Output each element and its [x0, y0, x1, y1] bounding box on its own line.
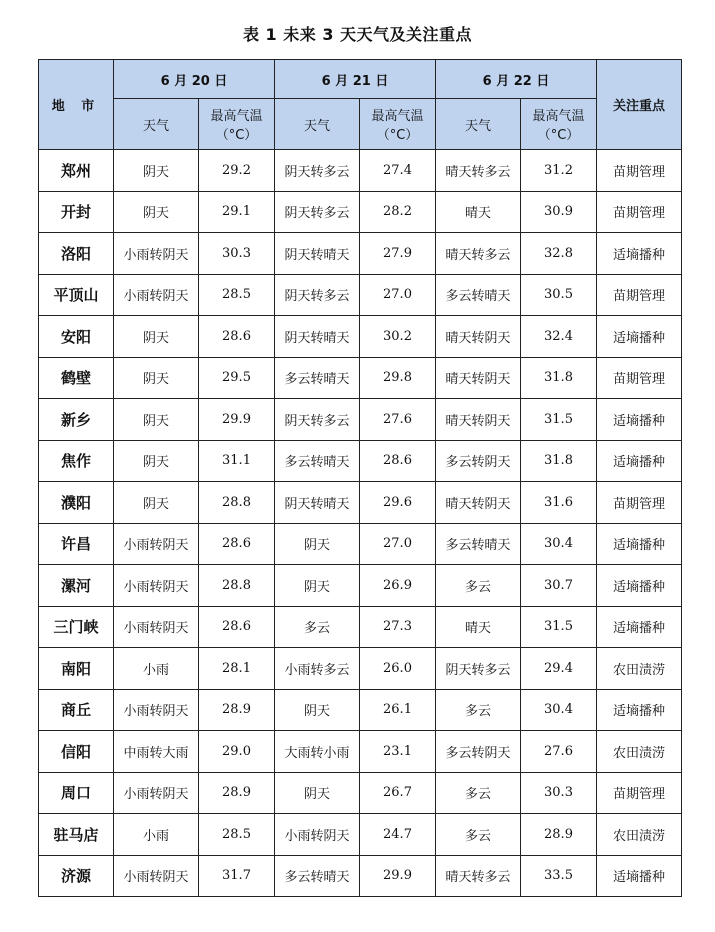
weather-day-1-cell: 阴天	[114, 150, 199, 192]
weather-day-2-cell: 阴天转多云	[275, 191, 360, 233]
weather-day-1-cell: 阴天	[114, 191, 199, 233]
max-temp-day-3-cell: 30.3	[521, 772, 597, 814]
weather-day-3-cell: 晴天转多云	[436, 855, 521, 897]
city-cell: 三门峡	[39, 606, 114, 648]
focus-cell: 适墒播种	[597, 606, 682, 648]
weather-day-1-cell: 小雨	[114, 814, 199, 856]
city-cell: 郑州	[39, 150, 114, 192]
weather-day-2-cell: 小雨转阴天	[275, 814, 360, 856]
max-temp-day-1-cell: 31.1	[199, 440, 275, 482]
table-row	[39, 316, 682, 358]
header-city: 地 市	[39, 60, 114, 150]
weather-table	[38, 59, 682, 897]
weather-day-2-cell: 阴天	[275, 523, 360, 565]
max-temp-day-2-cell: 26.7	[360, 772, 436, 814]
max-temp-day-1-cell: 30.3	[199, 233, 275, 275]
table-row	[39, 523, 682, 565]
weather-day-3-cell: 晴天转阴天	[436, 482, 521, 524]
weather-day-1-cell: 阴天	[114, 440, 199, 482]
table-row	[39, 274, 682, 316]
max-temp-day-2-cell: 24.7	[360, 814, 436, 856]
max-temp-day-1-cell: 28.1	[199, 648, 275, 690]
max-temp-day-1-cell: 31.7	[199, 855, 275, 897]
table-header	[39, 60, 682, 150]
table-row	[39, 357, 682, 399]
weather-day-1-cell: 小雨转阴天	[114, 772, 199, 814]
weather-day-2-cell: 多云转晴天	[275, 440, 360, 482]
max-temp-day-2-cell: 27.9	[360, 233, 436, 275]
weather-day-1-cell: 小雨转阴天	[114, 689, 199, 731]
city-cell: 焦作	[39, 440, 114, 482]
weather-day-3-cell: 晴天转阴天	[436, 316, 521, 358]
focus-cell: 适墒播种	[597, 440, 682, 482]
city-cell: 洛阳	[39, 233, 114, 275]
header-day-2: 6 月 21 日	[275, 60, 436, 99]
city-cell: 济源	[39, 855, 114, 897]
header-day-3: 6 月 22 日	[436, 60, 597, 99]
city-cell: 鹤壁	[39, 357, 114, 399]
max-temp-day-2-cell: 26.9	[360, 565, 436, 607]
weather-day-3-cell: 多云转晴天	[436, 523, 521, 565]
table-row	[39, 731, 682, 773]
max-temp-day-2-cell: 27.3	[360, 606, 436, 648]
max-temp-day-2-cell: 29.8	[360, 357, 436, 399]
table-body	[39, 150, 682, 897]
weather-day-3-cell: 晴天转多云	[436, 233, 521, 275]
weather-day-2-cell: 阴天	[275, 689, 360, 731]
max-temp-day-3-cell: 31.8	[521, 357, 597, 399]
max-temp-day-3-cell: 31.5	[521, 606, 597, 648]
weather-day-3-cell: 多云	[436, 565, 521, 607]
weather-day-1-cell: 中雨转大雨	[114, 731, 199, 773]
max-temp-day-1-cell: 28.6	[199, 523, 275, 565]
max-temp-day-2-cell: 27.0	[360, 274, 436, 316]
weather-day-1-cell: 阴天	[114, 357, 199, 399]
focus-cell: 适墒播种	[597, 233, 682, 275]
table-row	[39, 150, 682, 192]
weather-day-1-cell: 阴天	[114, 316, 199, 358]
max-temp-day-1-cell: 28.9	[199, 689, 275, 731]
max-temp-day-3-cell: 30.9	[521, 191, 597, 233]
focus-cell: 适墒播种	[597, 565, 682, 607]
weather-day-3-cell: 晴天转多云	[436, 150, 521, 192]
city-cell: 南阳	[39, 648, 114, 690]
max-temp-day-3-cell: 29.4	[521, 648, 597, 690]
weather-day-3-cell: 多云转阴天	[436, 731, 521, 773]
weather-day-2-cell: 阴天转晴天	[275, 482, 360, 524]
focus-cell: 苗期管理	[597, 482, 682, 524]
weather-day-2-cell: 多云转晴天	[275, 855, 360, 897]
weather-day-1-cell: 小雨转阴天	[114, 274, 199, 316]
max-temp-day-3-cell: 33.5	[521, 855, 597, 897]
table-row	[39, 233, 682, 275]
weather-day-1-cell: 阴天	[114, 482, 199, 524]
max-temp-day-1-cell: 28.6	[199, 316, 275, 358]
max-temp-day-3-cell: 31.6	[521, 482, 597, 524]
focus-cell: 适墒播种	[597, 855, 682, 897]
max-temp-day-1-cell: 28.8	[199, 482, 275, 524]
max-temp-day-1-cell: 28.9	[199, 772, 275, 814]
city-cell: 开封	[39, 191, 114, 233]
max-temp-day-1-cell: 28.6	[199, 606, 275, 648]
max-temp-day-2-cell: 23.1	[360, 731, 436, 773]
city-cell: 驻马店	[39, 814, 114, 856]
weather-day-3-cell: 晴天	[436, 191, 521, 233]
table-row	[39, 648, 682, 690]
max-temp-day-3-cell: 31.5	[521, 399, 597, 441]
focus-cell: 苗期管理	[597, 772, 682, 814]
table-row	[39, 399, 682, 441]
weather-day-2-cell: 阴天转多云	[275, 399, 360, 441]
table-row	[39, 191, 682, 233]
weather-day-1-cell: 阴天	[114, 399, 199, 441]
header-max-temp: 最高气温 （°C）	[199, 99, 275, 150]
weather-day-2-cell: 阴天	[275, 565, 360, 607]
weather-day-3-cell: 多云转阴天	[436, 440, 521, 482]
max-temp-day-3-cell: 28.9	[521, 814, 597, 856]
city-cell: 商丘	[39, 689, 114, 731]
table-row	[39, 565, 682, 607]
max-temp-day-1-cell: 28.5	[199, 274, 275, 316]
max-temp-day-2-cell: 28.6	[360, 440, 436, 482]
header-day-1: 6 月 20 日	[114, 60, 275, 99]
weather-day-3-cell: 多云	[436, 814, 521, 856]
header-max-temp: 最高气温 （°C）	[360, 99, 436, 150]
table-row	[39, 814, 682, 856]
weather-day-1-cell: 小雨转阴天	[114, 606, 199, 648]
max-temp-day-1-cell: 29.2	[199, 150, 275, 192]
city-cell: 周口	[39, 772, 114, 814]
max-temp-day-2-cell: 26.1	[360, 689, 436, 731]
table-row	[39, 606, 682, 648]
weather-day-2-cell: 小雨转多云	[275, 648, 360, 690]
table-row	[39, 440, 682, 482]
focus-cell: 农田渍涝	[597, 814, 682, 856]
max-temp-day-3-cell: 30.5	[521, 274, 597, 316]
table-row	[39, 855, 682, 897]
focus-cell: 适墒播种	[597, 316, 682, 358]
weather-day-2-cell: 阴天转晴天	[275, 316, 360, 358]
weather-day-1-cell: 小雨转阴天	[114, 565, 199, 607]
max-temp-day-2-cell: 26.0	[360, 648, 436, 690]
weather-day-1-cell: 小雨转阴天	[114, 523, 199, 565]
header-weather: 天气	[275, 99, 360, 150]
table-row	[39, 772, 682, 814]
max-temp-day-3-cell: 27.6	[521, 731, 597, 773]
focus-cell: 苗期管理	[597, 150, 682, 192]
city-cell: 信阳	[39, 731, 114, 773]
weather-day-3-cell: 多云	[436, 689, 521, 731]
max-temp-day-2-cell: 28.2	[360, 191, 436, 233]
max-temp-day-3-cell: 30.7	[521, 565, 597, 607]
max-temp-day-3-cell: 31.2	[521, 150, 597, 192]
weather-day-3-cell: 晴天转阴天	[436, 399, 521, 441]
weather-day-2-cell: 阴天转晴天	[275, 233, 360, 275]
header-focus: 关注重点	[597, 60, 682, 150]
max-temp-day-3-cell: 32.4	[521, 316, 597, 358]
weather-day-2-cell: 多云转晴天	[275, 357, 360, 399]
weather-day-3-cell: 多云	[436, 772, 521, 814]
max-temp-day-2-cell: 27.4	[360, 150, 436, 192]
max-temp-day-2-cell: 27.0	[360, 523, 436, 565]
focus-cell: 苗期管理	[597, 274, 682, 316]
weather-day-2-cell: 大雨转小雨	[275, 731, 360, 773]
weather-day-3-cell: 晴天转阴天	[436, 357, 521, 399]
focus-cell: 适墒播种	[597, 523, 682, 565]
table-row	[39, 482, 682, 524]
max-temp-day-1-cell: 29.0	[199, 731, 275, 773]
weather-day-2-cell: 阴天	[275, 772, 360, 814]
weather-day-1-cell: 小雨转阴天	[114, 233, 199, 275]
weather-day-3-cell: 晴天	[436, 606, 521, 648]
focus-cell: 苗期管理	[597, 191, 682, 233]
max-temp-day-2-cell: 27.6	[360, 399, 436, 441]
weather-day-3-cell: 阴天转多云	[436, 648, 521, 690]
max-temp-day-1-cell: 29.1	[199, 191, 275, 233]
city-cell: 许昌	[39, 523, 114, 565]
max-temp-day-3-cell: 32.8	[521, 233, 597, 275]
table-row	[39, 689, 682, 731]
focus-cell: 适墒播种	[597, 689, 682, 731]
city-cell: 安阳	[39, 316, 114, 358]
weather-day-2-cell: 阴天转多云	[275, 274, 360, 316]
weather-day-3-cell: 多云转晴天	[436, 274, 521, 316]
max-temp-day-1-cell: 29.9	[199, 399, 275, 441]
max-temp-day-2-cell: 29.6	[360, 482, 436, 524]
city-cell: 平顶山	[39, 274, 114, 316]
city-cell: 新乡	[39, 399, 114, 441]
weather-day-2-cell: 多云	[275, 606, 360, 648]
header-weather: 天气	[436, 99, 521, 150]
max-temp-day-2-cell: 29.9	[360, 855, 436, 897]
max-temp-day-1-cell: 28.5	[199, 814, 275, 856]
max-temp-day-1-cell: 28.8	[199, 565, 275, 607]
weather-day-2-cell: 阴天转多云	[275, 150, 360, 192]
city-cell: 濮阳	[39, 482, 114, 524]
max-temp-day-3-cell: 31.8	[521, 440, 597, 482]
max-temp-day-2-cell: 30.2	[360, 316, 436, 358]
focus-cell: 农田渍涝	[597, 648, 682, 690]
max-temp-day-3-cell: 30.4	[521, 689, 597, 731]
weather-day-1-cell: 小雨转阴天	[114, 855, 199, 897]
focus-cell: 苗期管理	[597, 357, 682, 399]
focus-cell: 农田渍涝	[597, 731, 682, 773]
table-title: 表 1 未来 3 天天气及关注重点	[242, 25, 473, 44]
weather-day-1-cell: 小雨	[114, 648, 199, 690]
max-temp-day-1-cell: 29.5	[199, 357, 275, 399]
max-temp-day-3-cell: 30.4	[521, 523, 597, 565]
city-cell: 漯河	[39, 565, 114, 607]
focus-cell: 适墒播种	[597, 399, 682, 441]
header-weather: 天气	[114, 99, 199, 150]
header-max-temp: 最高气温 （°C）	[521, 99, 597, 150]
